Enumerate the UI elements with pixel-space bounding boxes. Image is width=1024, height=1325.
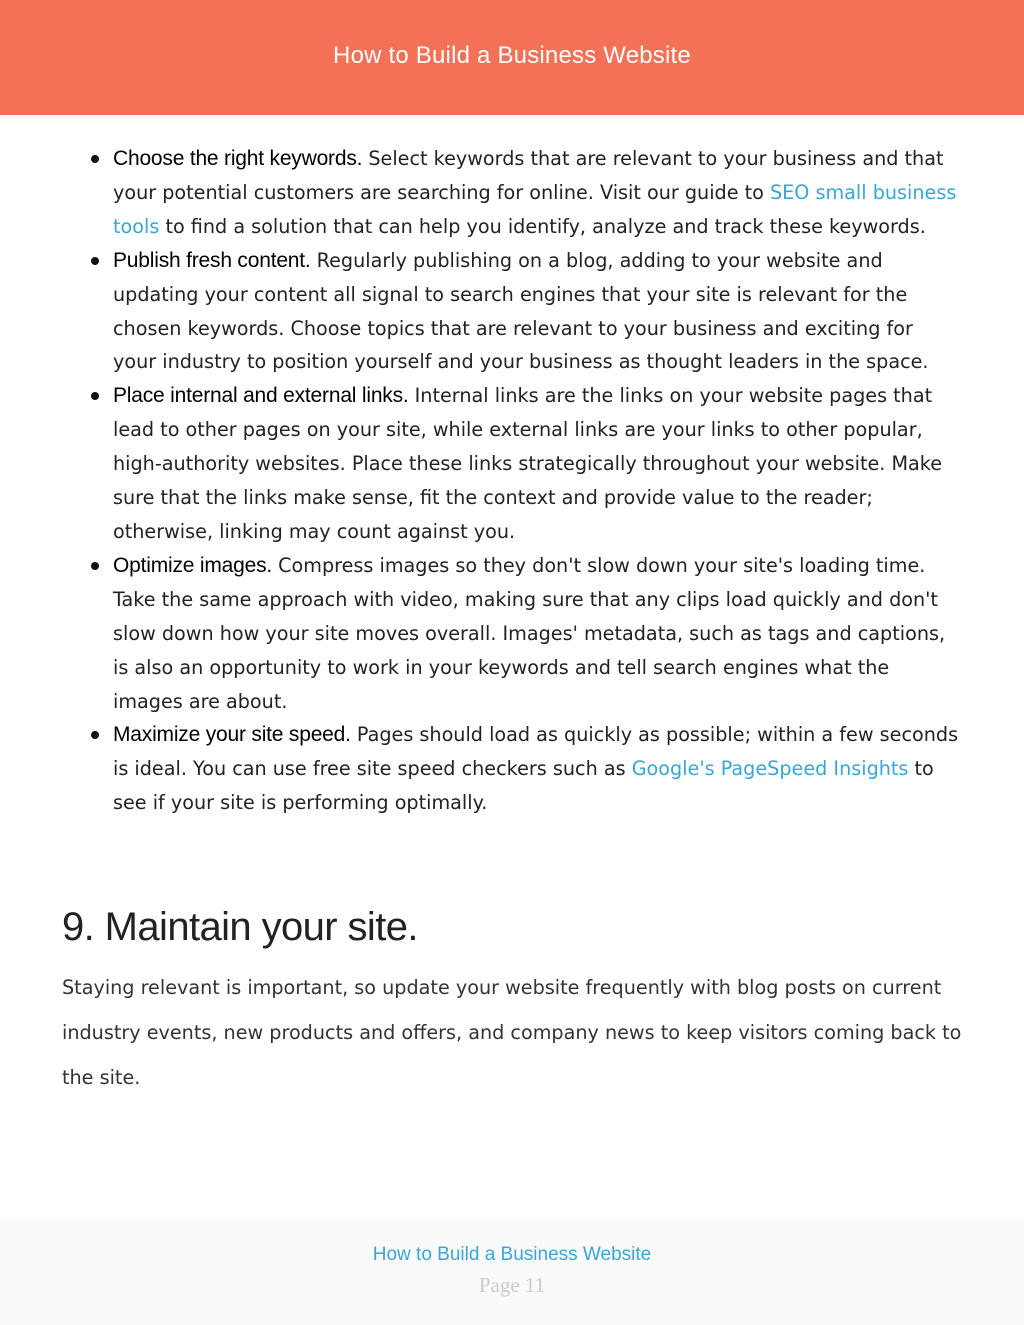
section-paragraph: Staying relevant is important, so update your website frequently with blog posts on current industry events, new products and offers, and company news to keep visitors coming back to the site. bbox=[62, 976, 962, 1090]
seo-tips-list bbox=[0, 142, 1024, 820]
bullet-icon bbox=[91, 562, 99, 570]
list-item-lead: Maximize your site speed. bbox=[113, 723, 351, 747]
list-item-text: Regularly publishing on a blog, adding to your website and updating your content all signal to search engines that your site is relevant for the chosen keywords. Choose topics that are relevant to your business and exciting for your industry to position yourself and your business as thought leaders in the space. bbox=[113, 248, 929, 374]
list-item-lead: Place internal and external links. bbox=[113, 384, 409, 408]
bullet-icon bbox=[91, 392, 99, 400]
pagespeed-insights-link[interactable]: Google's PageSpeed Insights bbox=[631, 757, 909, 781]
bullet-icon bbox=[91, 731, 99, 739]
list-item bbox=[113, 244, 962, 380]
list-item-text: Internal links are the links on your website pages that lead to other pages on your site, while external links are your links to other popular, high-authority websites. Place these links strategically throughout your website. Make sure that the links make sense, fit the context and provide value to the reader; otherwise, linking may count against you. bbox=[113, 384, 943, 543]
list-item-text: Select keywords that are relevant to your business and that your potential customers are searching for online. Visit our guide to bbox=[113, 147, 944, 204]
bullet-icon bbox=[91, 257, 99, 265]
list-item-lead: Publish fresh content. bbox=[113, 248, 311, 272]
list-item bbox=[113, 718, 962, 820]
page-header bbox=[0, 0, 1024, 115]
list-item-text: to see if your site is performing optimally. bbox=[113, 757, 934, 815]
footer-title: How to Build a Business Website bbox=[372, 1244, 652, 1265]
header-title: How to Build a Business Website bbox=[333, 42, 691, 69]
list-item-lead: Optimize images. bbox=[113, 553, 273, 577]
list-item-text: Pages should load as quickly as possible; within a few seconds is ideal. You can use free site speed checkers such as bbox=[113, 723, 959, 781]
list-item-text: to find a solution that can help you identify, analyze and track these keywords. bbox=[159, 214, 926, 238]
list-item bbox=[113, 379, 962, 549]
page-footer bbox=[0, 1218, 1024, 1325]
seo-tools-link[interactable]: SEO small business tools bbox=[113, 180, 957, 238]
section-heading: 9. Maintain your site. bbox=[62, 905, 418, 949]
list-item bbox=[113, 142, 962, 244]
bullet-icon bbox=[91, 155, 99, 163]
page-content bbox=[0, 142, 1024, 820]
page-number: Page 11 bbox=[478, 1273, 546, 1297]
list-item-text: Compress images so they don't slow down your site's loading time. Take the same approach with video, making sure that any clips load quickly and don't slow down how your site moves overall. Images' metadata, such as tags and captions, is also an opportunity to work in your keywords and tell search engines what the images are about. bbox=[113, 553, 946, 713]
list-item bbox=[113, 549, 962, 719]
list-item-lead: Choose the right keywords. bbox=[113, 147, 363, 170]
